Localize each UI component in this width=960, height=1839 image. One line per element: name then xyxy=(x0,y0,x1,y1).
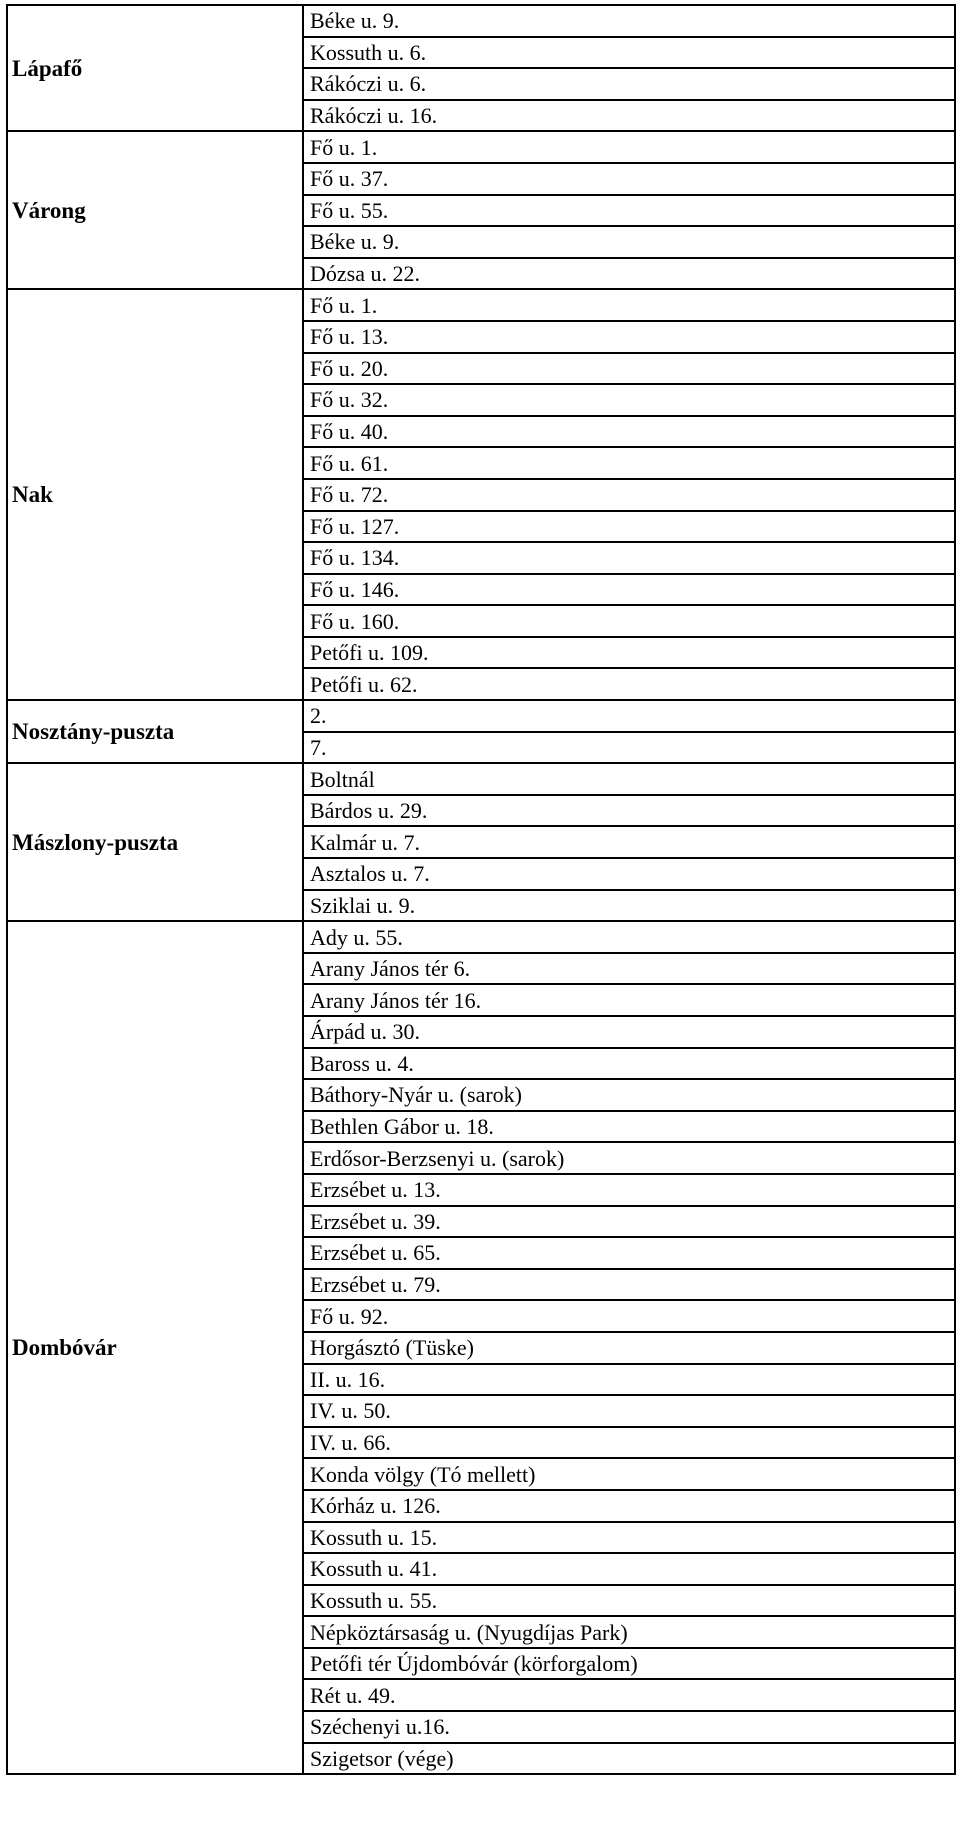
table-row xyxy=(7,131,955,163)
address-cell: Arany János tér 16. xyxy=(303,984,955,1016)
address-cell: Népköztársaság u. (Nyugdíjas Park) xyxy=(303,1616,955,1648)
address-cell: Fő u. 40. xyxy=(303,416,955,448)
address-cell: Horgásztó (Tüske) xyxy=(303,1332,955,1364)
address-cell: Fő u. 20. xyxy=(303,353,955,385)
address-cell: Szigetsor (vége) xyxy=(303,1743,955,1775)
address-cell: Petőfi u. 62. xyxy=(303,668,955,700)
address-cell: Bethlen Gábor u. 18. xyxy=(303,1111,955,1143)
address-cell: IV. u. 66. xyxy=(303,1427,955,1459)
address-cell: Rákóczi u. 16. xyxy=(303,100,955,132)
address-cell: Rét u. 49. xyxy=(303,1679,955,1711)
address-cell: 7. xyxy=(303,732,955,764)
address-cell: 2. xyxy=(303,700,955,732)
town-name-cell: Lápafő xyxy=(7,5,303,131)
address-cell: Báthory-Nyár u. (sarok) xyxy=(303,1079,955,1111)
address-cell: Fő u. 127. xyxy=(303,511,955,543)
address-cell: Kossuth u. 15. xyxy=(303,1522,955,1554)
address-cell: Árpád u. 30. xyxy=(303,1016,955,1048)
address-cell: Kossuth u. 55. xyxy=(303,1585,955,1617)
address-cell: Boltnál xyxy=(303,763,955,795)
address-cell: Bárdos u. 29. xyxy=(303,795,955,827)
address-cell: Kossuth u. 6. xyxy=(303,37,955,69)
address-cell: Fő u. 61. xyxy=(303,447,955,479)
address-cell: IV. u. 50. xyxy=(303,1395,955,1427)
table-row xyxy=(7,289,955,321)
address-cell: Arany János tér 6. xyxy=(303,953,955,985)
table-row xyxy=(7,763,955,795)
address-cell: Fő u. 160. xyxy=(303,605,955,637)
address-table xyxy=(6,4,956,1775)
address-cell: Fő u. 134. xyxy=(303,542,955,574)
address-table-body xyxy=(7,5,955,1774)
table-row xyxy=(7,700,955,732)
address-cell: Béke u. 9. xyxy=(303,226,955,258)
address-cell: Fő u. 146. xyxy=(303,574,955,606)
address-cell: Sziklai u. 9. xyxy=(303,890,955,922)
town-name-cell: Dombóvár xyxy=(7,921,303,1774)
town-name-cell: Várong xyxy=(7,131,303,289)
address-cell: Fő u. 55. xyxy=(303,195,955,227)
address-cell: Petőfi tér Újdombóvár (körforgalom) xyxy=(303,1648,955,1680)
address-cell: Petőfi u. 109. xyxy=(303,637,955,669)
address-cell: Konda völgy (Tó mellett) xyxy=(303,1458,955,1490)
address-cell: II. u. 16. xyxy=(303,1364,955,1396)
address-cell: Kalmár u. 7. xyxy=(303,826,955,858)
address-cell: Ady u. 55. xyxy=(303,921,955,953)
town-name-cell: Nak xyxy=(7,289,303,700)
address-cell: Erdősor-Berzsenyi u. (sarok) xyxy=(303,1142,955,1174)
town-name-cell: Nosztány-puszta xyxy=(7,700,303,763)
address-cell: Baross u. 4. xyxy=(303,1048,955,1080)
address-cell: Kossuth u. 41. xyxy=(303,1553,955,1585)
address-cell: Fő u. 37. xyxy=(303,163,955,195)
table-row xyxy=(7,5,955,37)
address-cell: Kórház u. 126. xyxy=(303,1490,955,1522)
address-cell: Fő u. 92. xyxy=(303,1300,955,1332)
address-cell: Béke u. 9. xyxy=(303,5,955,37)
address-cell: Fő u. 72. xyxy=(303,479,955,511)
address-cell: Széchenyi u.16. xyxy=(303,1711,955,1743)
address-cell: Fő u. 13. xyxy=(303,321,955,353)
address-cell: Erzsébet u. 13. xyxy=(303,1174,955,1206)
address-cell: Erzsébet u. 39. xyxy=(303,1206,955,1238)
table-row xyxy=(7,921,955,953)
address-cell: Erzsébet u. 65. xyxy=(303,1237,955,1269)
address-cell: Asztalos u. 7. xyxy=(303,858,955,890)
address-cell: Fő u. 1. xyxy=(303,131,955,163)
address-cell: Fő u. 1. xyxy=(303,289,955,321)
address-cell: Rákóczi u. 6. xyxy=(303,68,955,100)
town-name-cell: Mászlony-puszta xyxy=(7,763,303,921)
address-cell: Erzsébet u. 79. xyxy=(303,1269,955,1301)
address-cell: Dózsa u. 22. xyxy=(303,258,955,290)
address-cell: Fő u. 32. xyxy=(303,384,955,416)
